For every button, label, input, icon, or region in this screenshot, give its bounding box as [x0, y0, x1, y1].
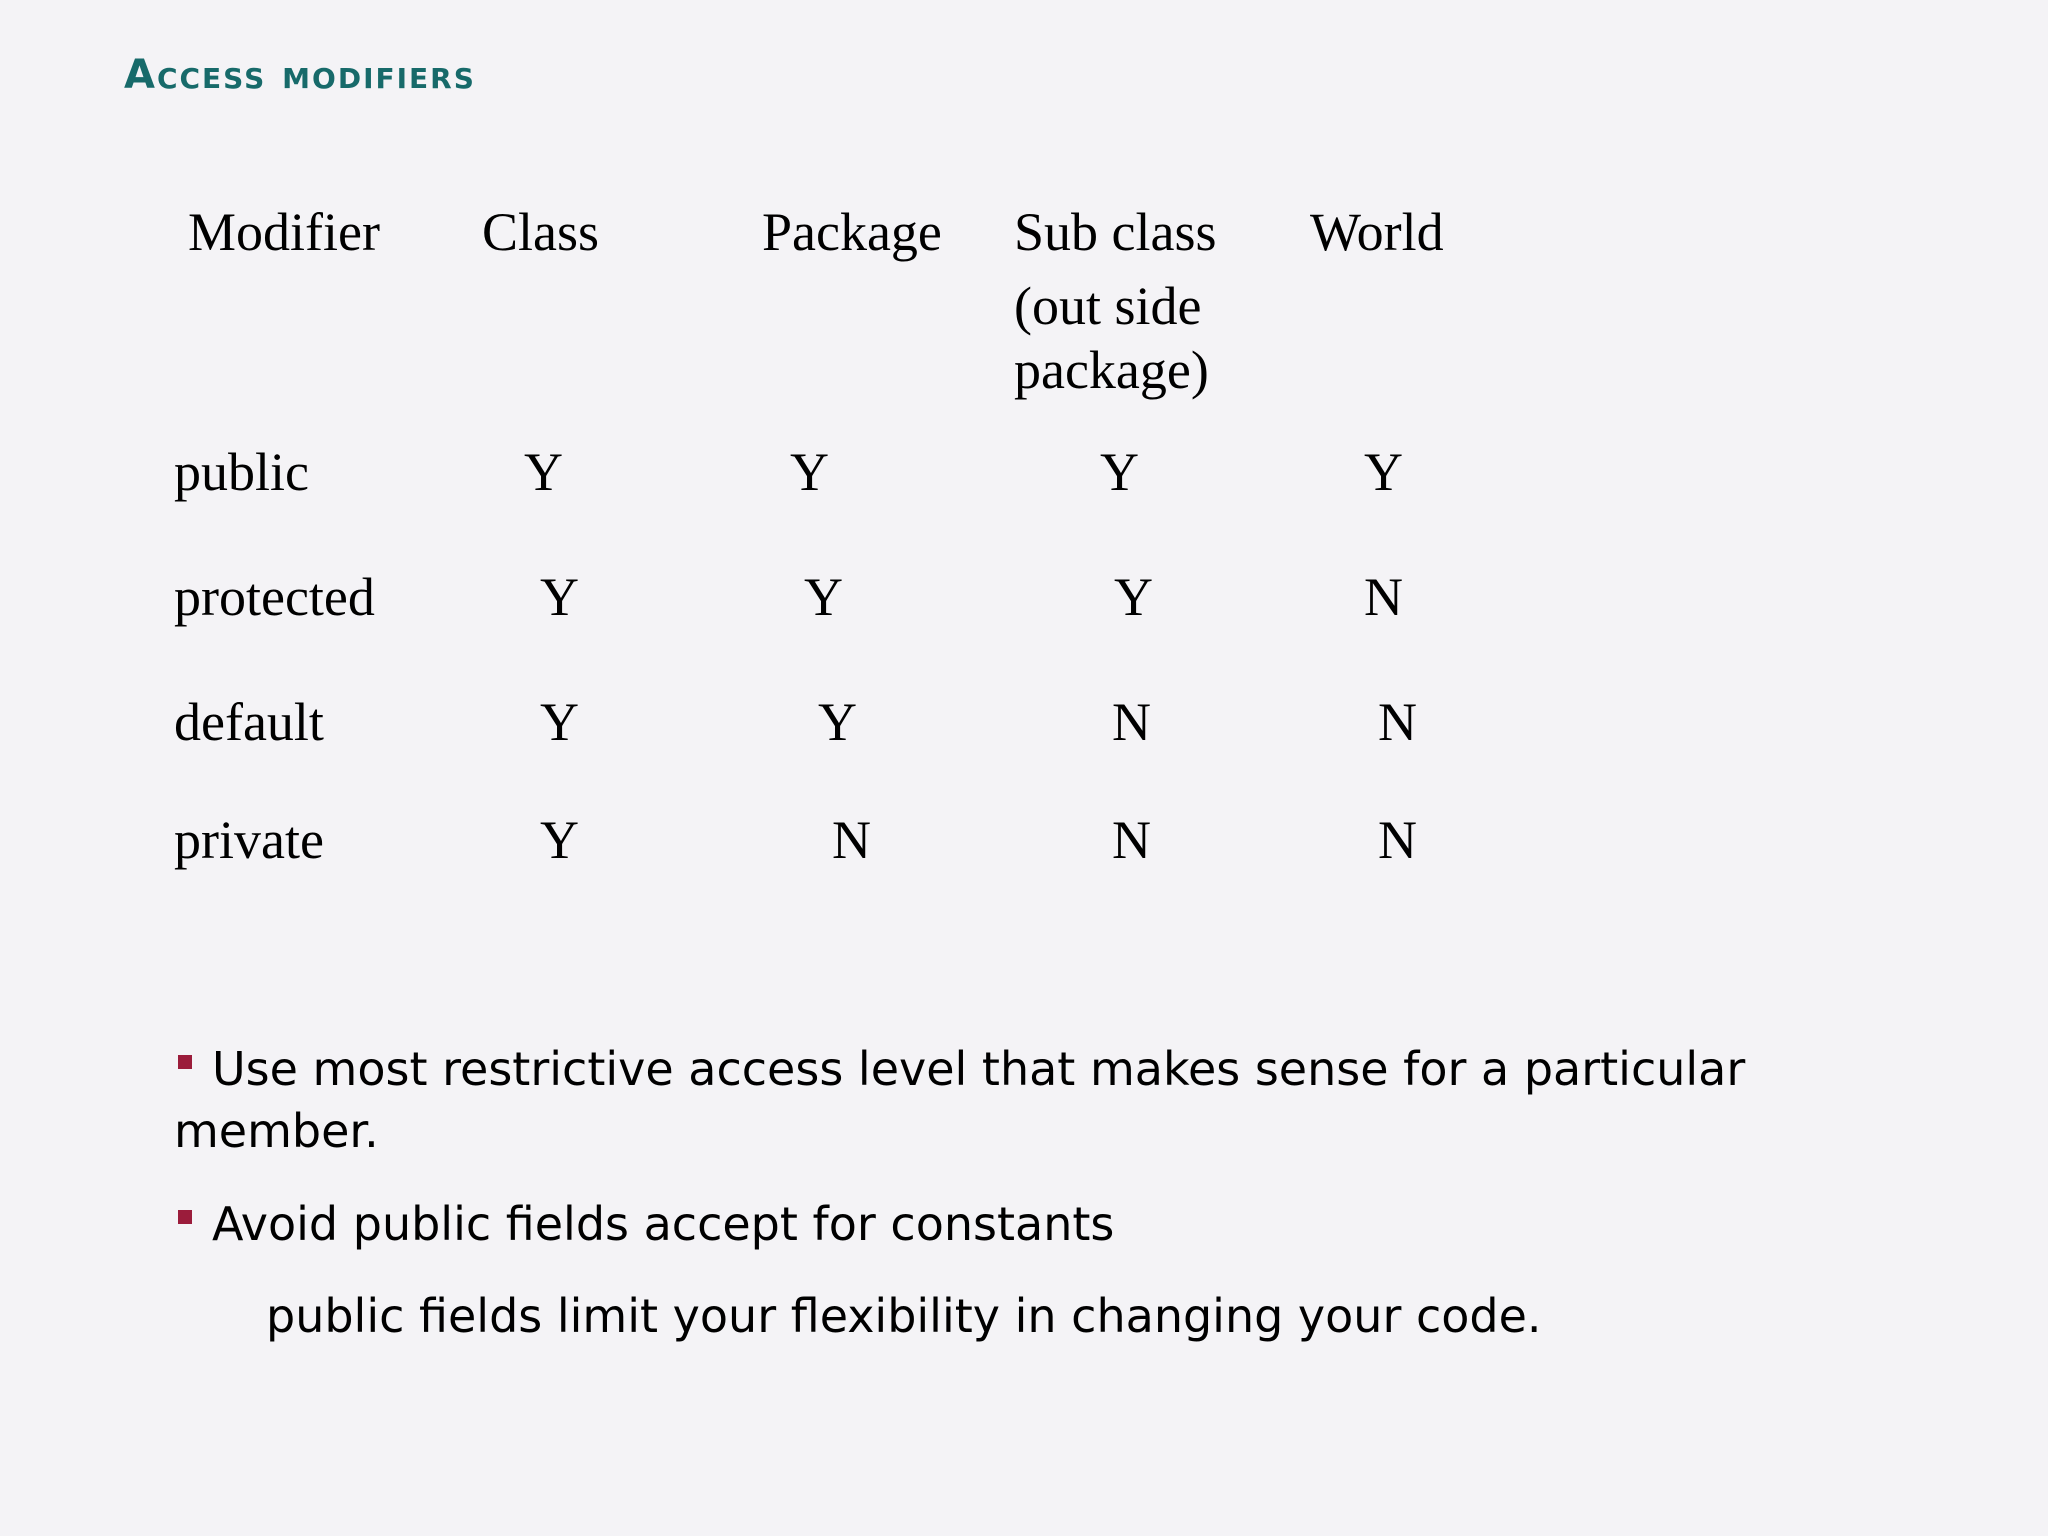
- row-default-modifier: default: [174, 692, 324, 752]
- bullet-2-line-2: public fields limit your flexibility in changing your code.: [266, 1289, 1542, 1343]
- header-subclass-line3: package): [1014, 340, 1209, 400]
- row-protected-subclass: Y: [1114, 567, 1153, 627]
- row-public-subclass: Y: [1100, 442, 1139, 502]
- row-private-modifier: private: [174, 810, 324, 870]
- header-world: World: [1310, 202, 1444, 262]
- slide-title: Access modifiers: [124, 52, 476, 98]
- bullet-square-icon: [178, 1210, 192, 1224]
- header-subclass: [1014, 200, 1217, 402]
- header-class: Class: [482, 202, 600, 262]
- row-public-modifier: public: [174, 442, 309, 502]
- row-protected-world: N: [1364, 567, 1403, 627]
- row-public-class: Y: [524, 442, 563, 502]
- row-private-class: Y: [540, 810, 579, 870]
- row-default-class: Y: [540, 692, 579, 752]
- row-private-subclass: N: [1112, 810, 1151, 870]
- row-protected-package: Y: [804, 567, 843, 627]
- row-private-package: N: [832, 810, 871, 870]
- bullet-square-icon: [178, 1055, 192, 1069]
- header-package: Package: [762, 202, 942, 262]
- row-protected-modifier: protected: [174, 567, 375, 627]
- header-subclass-line2: (out side: [1014, 276, 1202, 336]
- row-default-package: Y: [818, 692, 857, 752]
- row-protected-class: Y: [540, 567, 579, 627]
- row-default-world: N: [1378, 692, 1417, 752]
- header-modifier: Modifier: [188, 202, 380, 262]
- bullet-2-line-1: Avoid public fields accept for constants: [212, 1197, 1115, 1251]
- bullet-1-line-2: member.: [174, 1104, 379, 1158]
- row-default-subclass: N: [1112, 692, 1151, 752]
- row-public-world: Y: [1364, 442, 1403, 502]
- row-public-package: Y: [790, 442, 829, 502]
- header-subclass-line1: Sub class: [1014, 202, 1217, 262]
- bullet-1-line-1: Use most restrictive access level that makes sense for a particular: [212, 1042, 1746, 1096]
- row-private-world: N: [1378, 810, 1417, 870]
